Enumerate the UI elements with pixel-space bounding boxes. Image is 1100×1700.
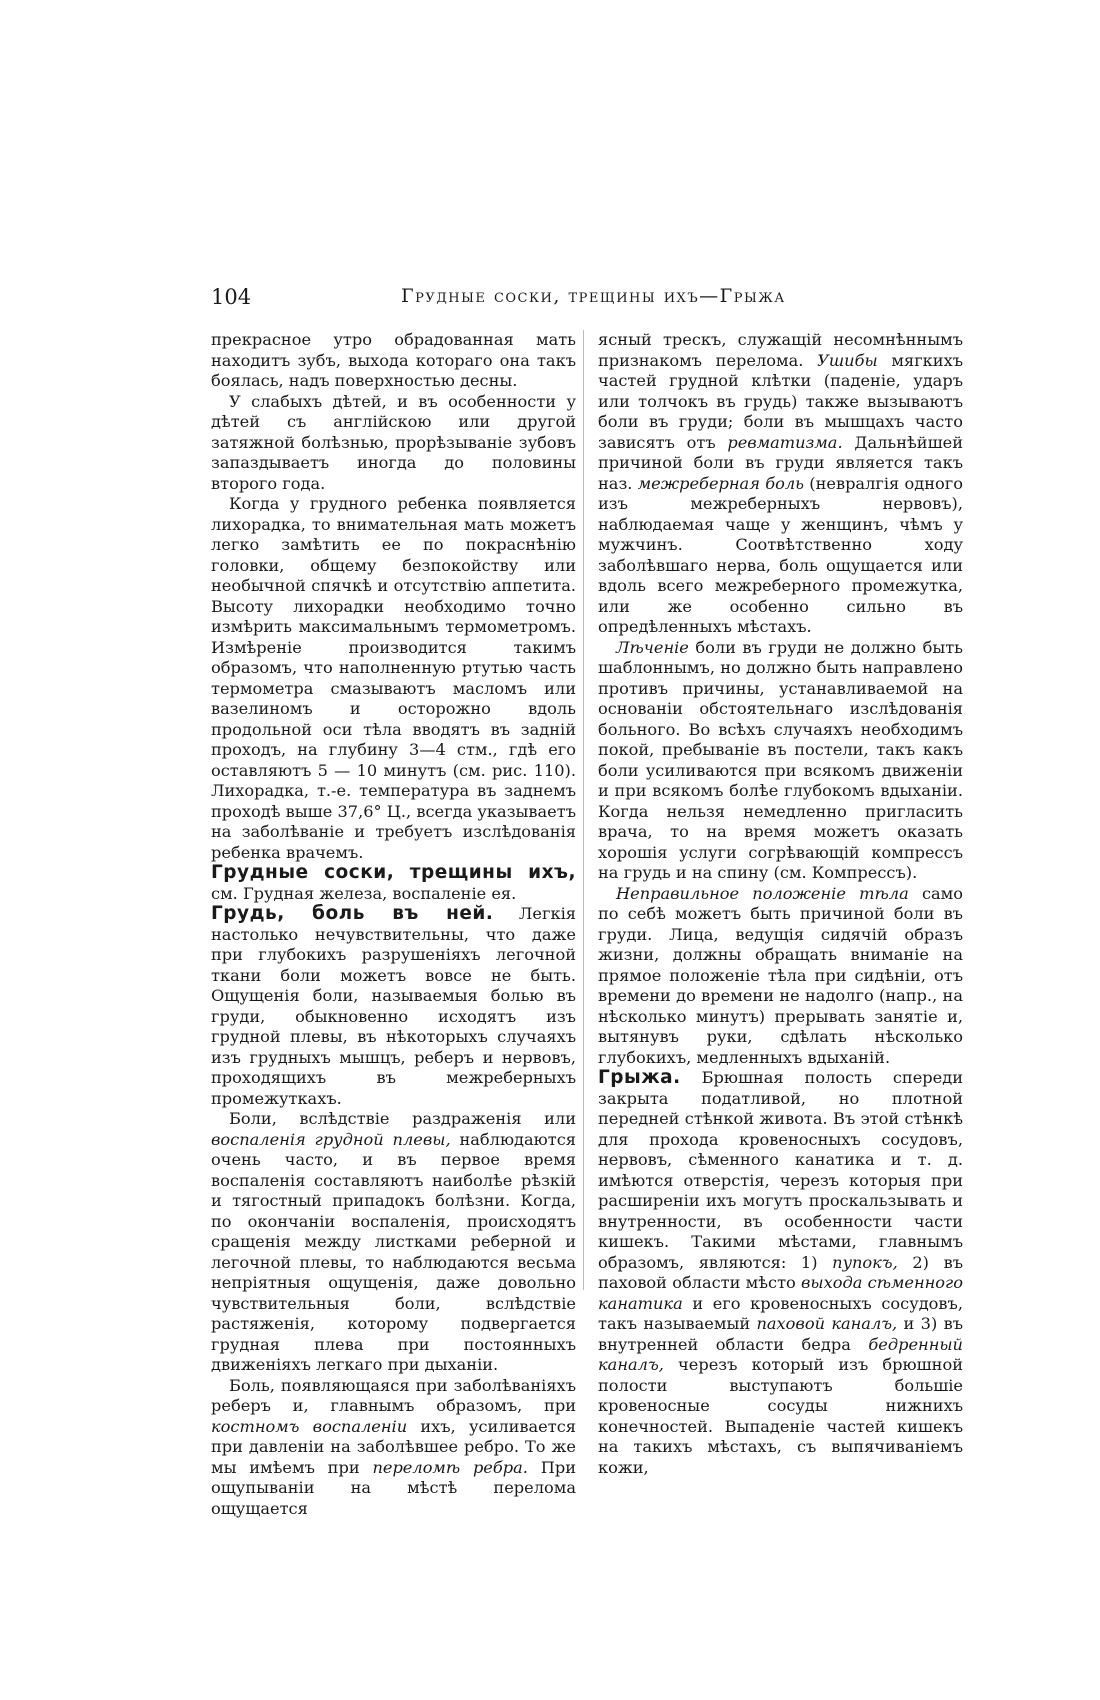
text: ясный трескъ, служащій несомнѣннымъ признакомъ перелома.: [598, 330, 963, 370]
paragraph: [211, 1376, 576, 1520]
entry-grudnye-soski: [211, 863, 576, 904]
text: наблюдаются очень часто, и въ первое время воспаленія составляютъ наиболѣе рѣзкій и тягостный припадокъ болѣзни. Когда, по окончаніи воспаленія, происходятъ сращенія между листками реберной и легочной плевы, то наблюдаются весьма непріятныя ощущенія, даже довольно чувствительныя боли, вслѣдствіе растяженія, которому подвергается грудная плева при постоянныхъ движеніяхъ легкаго при дыханіи.: [211, 1129, 576, 1374]
italic-term: бедренный каналъ,: [598, 1334, 963, 1374]
entry-gryzha: [598, 1068, 963, 1478]
paragraph: У слабыхъ дѣтей, и въ особенности у дѣтей съ англійскою или другой затяжной болѣзнью, прорѣзываніе зубовъ запаздываетъ иногда до половины второго года.: [211, 391, 576, 493]
text: При ощупываніи на мѣстѣ перелома ощущается: [211, 1457, 576, 1518]
paragraph: Когда у грудного ребенка появляется лихорадка, то внимательная мать можетъ легко замѣтить ее по покраснѣнію головки, общему безпокойству или необычной спячкѣ и отсутствію аппетита. Высоту лихорадки необходимо точно измѣрить максимальнымъ термометромъ. Измѣреніе производится такимъ образомъ, что наполненную ртутью часть термометра смазываютъ масломъ или вазелиномъ и осторожно вдоль продольной оси тѣла вводятъ въ задній проходъ, на глубину 3—4 стм., гдѣ его оставляютъ 5 — 10 минутъ (см. рис. 110). Лихорадка, т.-е. температура въ заднемъ проходѣ выше 37,6° Ц., всегда указываетъ на заболѣваніе и требуетъ изслѣдованія ребенка врачемъ.: [211, 494, 576, 862]
paragraph: [211, 1109, 576, 1376]
entry-heading: Грудные соски, трещины ихъ,: [211, 862, 576, 883]
text: Боли, вслѣдствіе раздраженія или: [229, 1109, 576, 1128]
italic-term: паховой каналъ,: [756, 1314, 898, 1333]
italic-term: Лѣченіе: [616, 637, 689, 657]
text: ихъ, усиливается при давленіи на заболѣвшее ребро. То же мы имѣемъ при: [211, 1416, 576, 1477]
italic-term: межреберная боль: [637, 473, 804, 493]
text: 2) въ паховой области мѣсто: [598, 1252, 963, 1292]
italic-term: переломѣ ребра.: [372, 1457, 528, 1477]
italic-term: Неправильное положеніе тѣла: [616, 883, 909, 903]
text: Боль, появляющаяся при заболѣваніяхъ реберъ и, главнымъ образомъ, при: [211, 1375, 576, 1415]
italic-term: костномъ воспаленіи: [211, 1416, 408, 1436]
paragraph: [598, 884, 963, 1069]
italic-term: воспаленія грудной плевы,: [211, 1129, 451, 1149]
italic-term: пупокъ,: [832, 1252, 898, 1272]
text: и его кровеносныхъ сосудовъ, такъ называемый: [598, 1293, 963, 1333]
entry-heading: Грыжа.: [598, 1067, 681, 1088]
text: (невралгія одного изъ межреберныхъ нервовъ), наблюдаемая чаще у женщинъ, чѣмъ у мужчинъ. Соотвѣтственно ходу заболѣвшаго нерва, боль ощущается или вдоль всего межреберного промежутка, или же особенно сильно въ опредѣленныхъ мѣстахъ.: [598, 473, 964, 636]
text: Дальнѣйшей причиной боли въ груди является такъ наз.: [598, 432, 963, 493]
running-title: Грудные соски, трещины ихъ—Грыжа: [401, 285, 786, 307]
text: черезъ который изъ брюшной полости выступаютъ большіе кровеносные сосуды нижнихъ конечностей. Выпаденіе частей кишекъ на такихъ мѣстахъ, съ выпячиваніемъ кожи,: [598, 1355, 963, 1477]
paragraph: прекрасное утро обрадованная мать находитъ зубъ, выхода котораго она такъ боялась, надъ поверхностью десны.: [211, 330, 576, 390]
paragraph: [598, 638, 963, 884]
text: само по себѣ можетъ быть причиной боли въ груди. Лица, ведущія сидячій образъ жизни, должны обращать вниманіе на прямое положеніе тѣла при сидѣніи, отъ времени до времени не надолго (напр., на нѣсколько минутъ) прерывать занятіе и, вытянувъ руки, сдѣлать нѣсколько глубокихъ, медленныхъ вдыханій.: [598, 883, 963, 1067]
page-number: 104: [211, 285, 252, 309]
entry-grud-bol: [211, 904, 576, 1109]
italic-term: ревматизма.: [727, 432, 843, 452]
italic-term: выхода сѣменного канатика: [598, 1273, 963, 1313]
left-column: [211, 330, 576, 1519]
text: боли въ груди не должно быть шаблоннымъ, но должно быть направлено противъ причины, устанавливаемой на основаніи обстоятельнаго изслѣдованія больного. Во всѣхъ случаяхъ необходимъ покой, пребываніе въ постели, такъ какъ боли усиливаются при всякомъ движеніи и при всякомъ болѣе глубокомъ вдыханіи. Когда нельзя немедленно пригласить врача, то на время можетъ оказать хорошія услуги согрѣвающій компрессъ на грудь и на спину (см. Компрессъ).: [598, 637, 963, 882]
text: мягкихъ частей грудной клѣтки (паденіе, ударъ или толчокъ въ грудь) также вызываютъ боли въ груди; боли въ мышцахъ часто зависятъ отъ: [598, 350, 964, 452]
paragraph: [598, 330, 963, 638]
italic-term: Ушибы: [817, 350, 878, 370]
text: и 3) въ внутренней области бедра: [598, 1314, 964, 1354]
text: Брюшная полость спереди закрыта податливой, но плотной передней стѣнкой живота. Въ этой стѣнкѣ для прохода кровеносныхъ сосудовъ, нервовъ, сѣменного канатика и т. д. имѣются отверстія, черезъ которыя при расширеніи ихъ могутъ проскальзывать и внутренности, въ особенности части кишекъ. Такими мѣстами, главнымъ образомъ, являются: 1): [598, 1068, 963, 1272]
entry-text: Легкія настолько нечувствительны, что даже при глубокихъ разрушеніяхъ легочной ткани боли можетъ вовсе не быть. Ощущенія боли, называемыя болью въ груди, обыкновенно исходятъ изъ грудной плевы, въ нѣкоторыхъ случаяхъ изъ грудныхъ мышцъ, реберъ и нервовъ, проходящихъ въ межреберныхъ промежуткахъ.: [211, 904, 576, 1108]
page-header: [211, 285, 956, 315]
entry-heading: Грудь, боль въ ней.: [211, 903, 494, 924]
right-column: [598, 330, 963, 1478]
column-divider: [583, 330, 584, 1290]
entry-text: см. Грудная железа, воспаленіе ея.: [211, 883, 517, 903]
